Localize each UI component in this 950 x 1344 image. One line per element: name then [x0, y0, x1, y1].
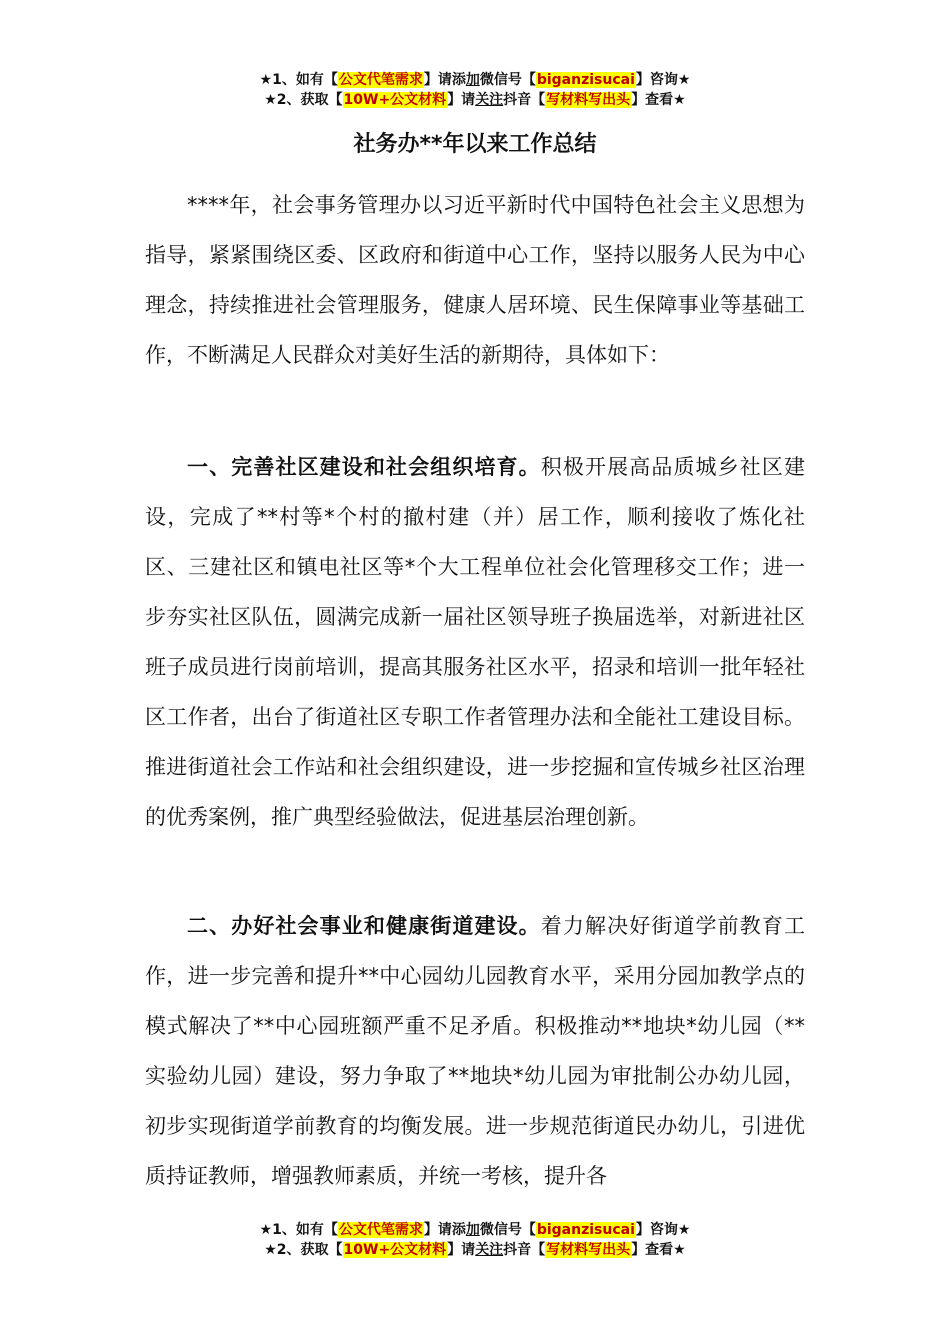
banner-text: ★2、获取【: [264, 1242, 343, 1258]
paragraph-lead: 二、办好社会事业和健康街道建设。: [187, 914, 541, 938]
banner-highlight: biganzisucai: [536, 72, 635, 88]
banner-text: 】查看★: [631, 92, 686, 108]
document-title: 社务办**年以来工作总结: [353, 132, 597, 157]
banner-text: ★2、获取【: [264, 92, 343, 108]
banner-text: 】咨询★: [635, 1222, 691, 1238]
banner-text: 】咨询★: [635, 72, 691, 88]
banner-line-1: [0, 70, 950, 90]
banner-line-2: [0, 90, 950, 110]
banner-highlight: 10W+公文材料: [343, 1242, 447, 1258]
banner-underline: 加: [465, 72, 480, 88]
banner-text: 抖音【: [503, 92, 546, 108]
paragraph-section-1: [145, 442, 805, 842]
banner-text: ★1、如有【: [259, 72, 338, 88]
banner-highlight: 10W+公文材料: [343, 92, 447, 108]
banner-text: 】请: [447, 1242, 476, 1258]
paragraph-lead: 一、完善社区建设和社会组织培育。: [187, 455, 541, 479]
paragraph-text: ****年，社会事务管理办以习近平新时代中国特色社会主义思想为指导，紧紧围绕区委、区政府和街道中心工作，坚持以服务人民为中心理念，持续推进社会管理服务，健康人居环境、民生保障事业等基础工作，不断满足人民群众对美好生活的新期待，具体如下：: [145, 193, 805, 367]
banner-highlight: 公文代笔需求: [338, 1222, 423, 1238]
banner-line-1: [0, 1220, 950, 1240]
banner-text: 】查看★: [631, 1242, 686, 1258]
banner-text: 微信号【: [479, 72, 536, 88]
banner-highlight: 公文代笔需求: [338, 72, 423, 88]
paragraph-section-2: [145, 901, 805, 1201]
banner-text: 微信号【: [479, 1222, 536, 1238]
paragraph-text: 积极开展高品质城乡社区建设，完成了**村等*个村的撤村建（并）居工作，顺利接收了炼化社区、三建社区和镇电社区等*个大工程单位社会化管理移交工作；进一步夯实社区队伍，圆满完成新一届社区领导班子换届选举，对新进社区班子成员进行岗前培训，提高其服务社区水平，招录和培训一批年轻社区工作者，出台了街道社区专职工作者管理办法和全能社工建设目标。推进街道社会工作站和社会组织建设，进一步挖掘和宣传城乡社区治理的优秀案例，推广典型经验做法，促进基层治理创新。: [145, 455, 806, 829]
banner-text: 】请添: [423, 72, 466, 88]
banner-highlight: biganzisucai: [536, 1222, 635, 1238]
footer-ad-banner: [0, 1220, 950, 1260]
banner-text: ★1、如有【: [259, 1222, 338, 1238]
banner-line-2: [0, 1240, 950, 1260]
header-ad-banner: [0, 70, 950, 110]
banner-highlight: 写材料写出头: [546, 92, 631, 108]
paragraph-intro: [145, 180, 805, 380]
banner-highlight: 写材料写出头: [546, 1242, 631, 1258]
banner-text: 】请添: [423, 1222, 466, 1238]
paragraph-text: 着力解决好街道学前教育工作，进一步完善和提升**中心园幼儿园教育水平，采用分园加教学点的模式解决了**中心园班额严重不足矛盾。积极推动**地块*幼儿园（**实验幼儿园）建设，努力争取了**地块*幼儿园为审批制公办幼儿园，初步实现街道学前教育的均衡发展。进一步规范街道民办幼儿，引进优质持证教师，增强教师素质，并统一考核，提升各: [145, 914, 806, 1188]
banner-underline: 关注: [475, 1242, 504, 1258]
banner-underline: 加: [465, 1222, 480, 1238]
banner-text: 】请: [447, 92, 476, 108]
banner-underline: 关注: [475, 92, 504, 108]
banner-text: 抖音【: [503, 1242, 546, 1258]
